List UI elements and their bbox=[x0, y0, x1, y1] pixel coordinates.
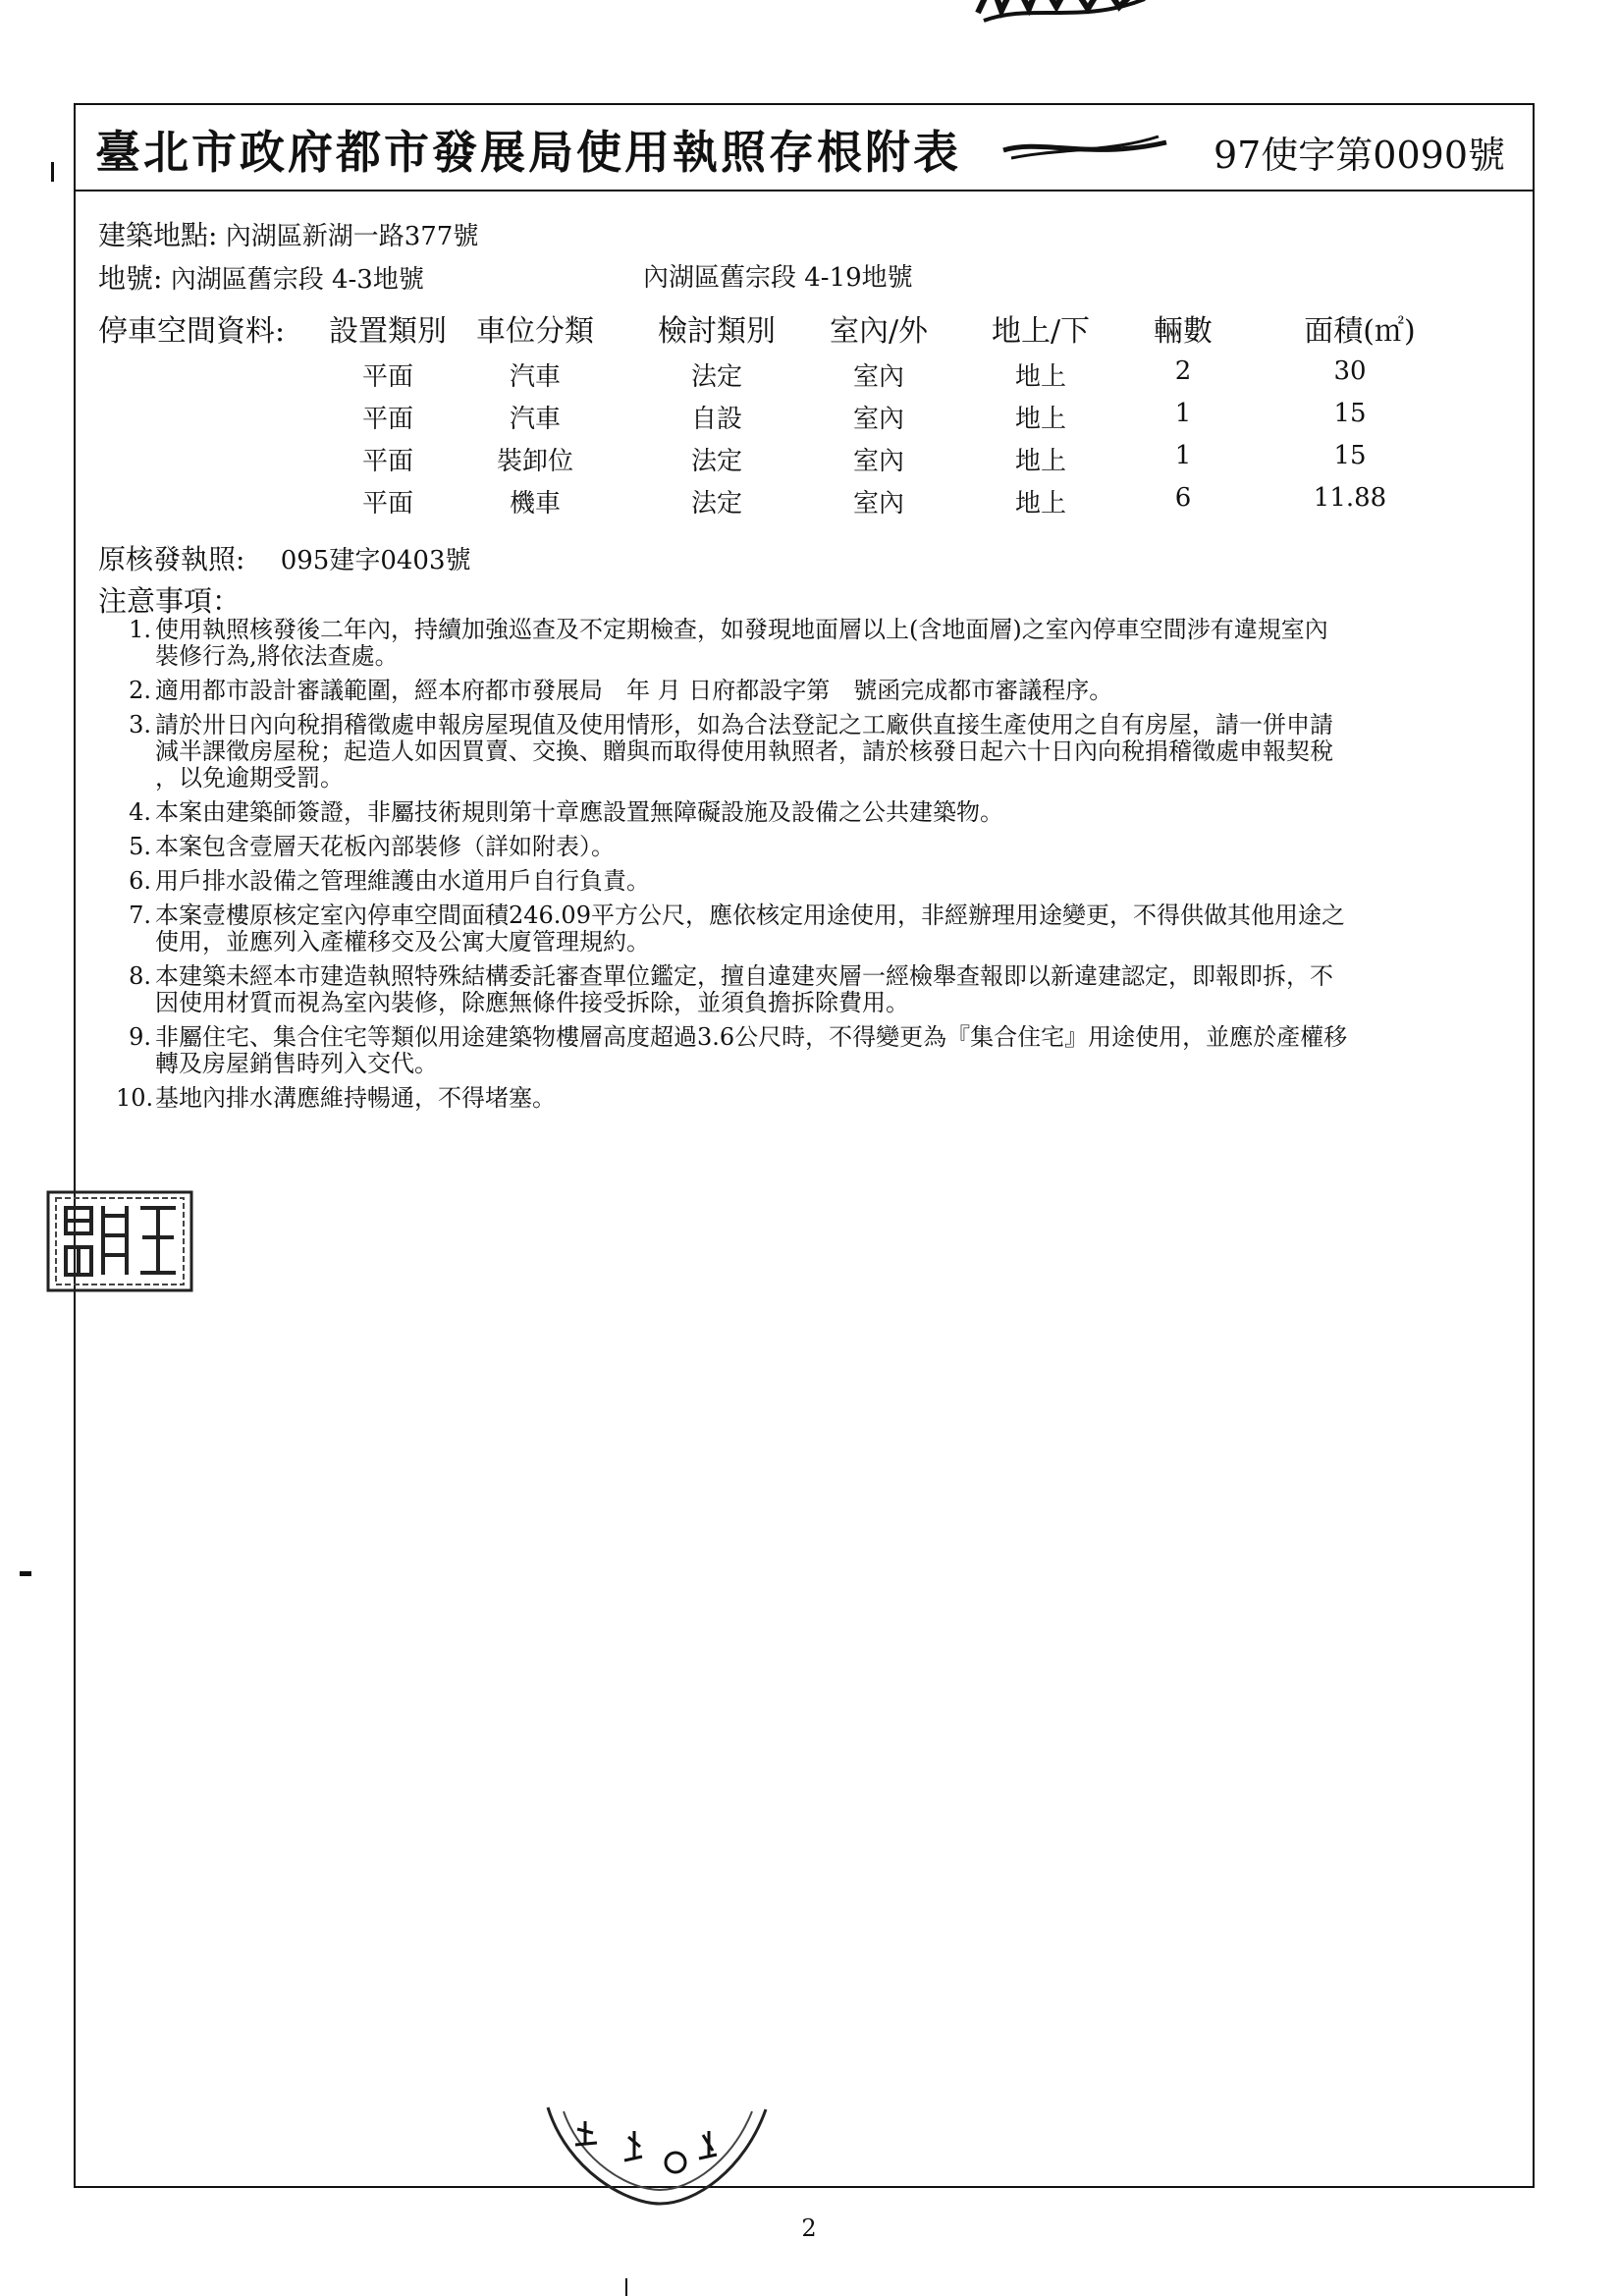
note-line: 本建築未經本市建造執照特殊結構委託審查單位鑑定，擅自違建夾層一經檢舉查報即以新違建認定，即報即拆，不 bbox=[155, 962, 1333, 990]
note-number: 8. bbox=[129, 962, 151, 990]
scan-speck bbox=[51, 162, 54, 182]
parking-header-setup-type: 設置類別 bbox=[329, 314, 447, 349]
note-line: 轉及房屋銷售時列入交代。 bbox=[155, 1050, 438, 1077]
address-row bbox=[98, 214, 478, 253]
parking-header-area: 面積(㎡) bbox=[1304, 314, 1416, 349]
lot-label: 地號: bbox=[98, 262, 163, 295]
parking-cell-setup-type: 平面 bbox=[361, 362, 414, 392]
scan-speck bbox=[20, 1571, 31, 1576]
notes-title: 注意事項： bbox=[98, 584, 242, 618]
official-stamp-mark bbox=[44, 1186, 196, 1296]
parking-cell-count: 1 bbox=[1174, 399, 1192, 428]
parking-header-above-below: 地上/下 bbox=[991, 314, 1091, 349]
note-line: 因使用材質而視為室內裝修，除應無條件接受拆除，並須負擔拆除費用。 bbox=[155, 989, 909, 1016]
parking-cell-above-below: 地上 bbox=[1014, 489, 1067, 519]
parking-label: 停車空間資料: bbox=[98, 314, 286, 349]
parking-cell-above-below: 地上 bbox=[1014, 362, 1067, 392]
parking-cell-count: 1 bbox=[1174, 441, 1192, 470]
note-line: 用戶排水設備之管理維護由水道用戶自行負責。 bbox=[155, 867, 650, 895]
strike-through-mark bbox=[1001, 133, 1168, 162]
parking-cell-space-type: 裝卸位 bbox=[496, 447, 574, 476]
note-text bbox=[155, 868, 1549, 895]
note-number: 4. bbox=[129, 798, 151, 826]
parking-cell-indoor-outdoor: 室內 bbox=[852, 362, 905, 392]
note-line: 非屬住宅、集合住宅等類似用途建築物樓層高度超過3.6公尺時，不得變更為『集合住宅』用途使用，並應於產權移 bbox=[155, 1023, 1348, 1051]
parking-cell-area: 15 bbox=[1333, 441, 1367, 470]
lot-value-1: 內湖區舊宗段 4-3地號 bbox=[170, 265, 424, 295]
original-license-row bbox=[98, 538, 471, 577]
original-license-value: 095建字0403號 bbox=[280, 546, 471, 575]
parking-cell-setup-type: 平面 bbox=[361, 405, 414, 434]
parking-cell-space-type: 汽車 bbox=[509, 405, 562, 434]
note-text bbox=[155, 902, 1549, 956]
note-number: 3. bbox=[129, 711, 151, 738]
license-number: 97使字第0090號 bbox=[1213, 134, 1505, 177]
parking-cell-space-type: 汽車 bbox=[509, 362, 562, 392]
note-line: 本案由建築師簽證，非屬技術規則第十章應設置無障礙設施及設備之公共建築物。 bbox=[155, 798, 1003, 826]
parking-cell-area: 15 bbox=[1333, 399, 1367, 428]
note-line: 使用，並應列入產權移交及公寓大廈管理規約。 bbox=[155, 928, 650, 956]
parking-cell-setup-type: 平面 bbox=[361, 489, 414, 519]
note-text bbox=[155, 1085, 1549, 1112]
parking-cell-above-below: 地上 bbox=[1014, 405, 1067, 434]
parking-cell-count: 6 bbox=[1174, 483, 1192, 513]
page-title: 臺北市政府都市發展局使用執照存根附表 bbox=[95, 126, 961, 179]
address-value: 內湖區新湖一路377號 bbox=[225, 222, 479, 251]
parking-cell-above-below: 地上 bbox=[1014, 447, 1067, 476]
note-text bbox=[155, 678, 1549, 704]
note-line: ，以免逾期受罰。 bbox=[155, 764, 344, 792]
note-line: 減半課徵房屋稅；起造人如因買賣、交換、贈與而取得使用執照者，請於核發日起六十日內向稅捐稽徵處申報契稅 bbox=[155, 738, 1333, 765]
note-number: 1. bbox=[129, 616, 151, 643]
scan-speck bbox=[625, 2278, 627, 2296]
parking-cell-review-type: 法定 bbox=[690, 362, 743, 392]
note-text bbox=[155, 1024, 1549, 1077]
parking-cell-area: 30 bbox=[1333, 356, 1367, 386]
note-text bbox=[155, 834, 1549, 860]
parking-cell-review-type: 法定 bbox=[690, 489, 743, 519]
parking-cell-indoor-outdoor: 室內 bbox=[852, 405, 905, 434]
parking-cell-setup-type: 平面 bbox=[361, 447, 414, 476]
parking-header-indoor-outdoor: 室內/外 bbox=[829, 314, 929, 349]
document-frame bbox=[74, 103, 1535, 2188]
page-number: 2 bbox=[801, 2214, 817, 2242]
address-label: 建築地點: bbox=[98, 219, 218, 251]
parking-header-review-type: 檢討類別 bbox=[658, 314, 776, 349]
note-number: 6. bbox=[129, 867, 151, 895]
lot-row bbox=[98, 257, 424, 297]
parking-cell-count: 2 bbox=[1174, 356, 1192, 386]
note-text bbox=[155, 963, 1549, 1016]
note-number: 7. bbox=[129, 902, 151, 929]
note-text bbox=[155, 712, 1549, 792]
note-line: 基地內排水溝應維持暢通，不得堵塞。 bbox=[155, 1084, 556, 1112]
note-line: 裝修行為,將依法查處。 bbox=[155, 642, 399, 670]
note-text bbox=[155, 799, 1549, 826]
parking-cell-indoor-outdoor: 室內 bbox=[852, 447, 905, 476]
note-number: 9. bbox=[129, 1023, 151, 1051]
parking-cell-indoor-outdoor: 室內 bbox=[852, 489, 905, 519]
note-number: 10. bbox=[116, 1084, 154, 1112]
parking-cell-review-type: 法定 bbox=[690, 447, 743, 476]
lot-value-2: 內湖區舊宗段 4-19地號 bbox=[643, 263, 913, 293]
original-license-label: 原核發執照: bbox=[98, 543, 245, 575]
parking-header-space-type: 車位分類 bbox=[476, 314, 594, 349]
note-number: 5. bbox=[129, 833, 151, 860]
note-number: 2. bbox=[129, 677, 151, 704]
parking-cell-area: 11.88 bbox=[1313, 483, 1387, 513]
void-scribble-mark bbox=[972, 0, 1149, 28]
parking-header-count: 輛數 bbox=[1154, 314, 1213, 349]
note-text bbox=[155, 617, 1549, 670]
document-header bbox=[74, 103, 1535, 191]
note-line: 使用執照核發後二年內，持續加強巡查及不定期檢查，如發現地面層以上(含地面層)之室內停車空間涉有違規室內 bbox=[155, 616, 1328, 643]
note-line: 適用都市設計審議範圍，經本府都市發展局 年 月 日府都設字第 號函完成都市審議程序。 bbox=[155, 677, 1113, 704]
note-line: 本案包含壹層天花板內部裝修（詳如附表）。 bbox=[155, 833, 615, 860]
parking-cell-review-type: 自設 bbox=[690, 405, 743, 434]
parking-cell-space-type: 機車 bbox=[509, 489, 562, 519]
seal-stamp-mark bbox=[538, 2102, 774, 2212]
note-line: 本案壹樓原核定室內停車空間面積246.09平方公尺，應依核定用途使用，非經辦理用途變更，不得供做其他用途之 bbox=[155, 902, 1345, 929]
note-line: 請於卅日內向稅捐稽徵處申報房屋現值及使用情形，如為合法登記之工廠供直接生產使用之自有房屋，請一併申請 bbox=[155, 711, 1333, 738]
